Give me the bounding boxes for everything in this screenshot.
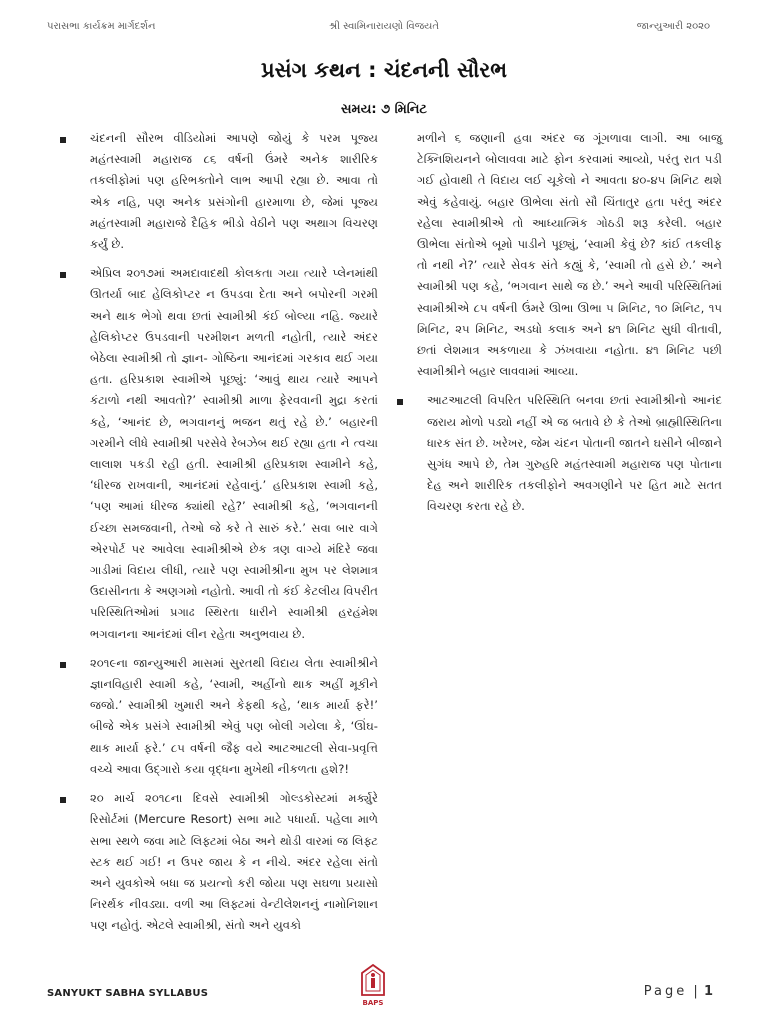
paragraph-text: મળીને ૬ જણાની હવા અંદર જ ગૂંગળાવા લાગી. આ બાજુ ટેક્નિશિયનને બોલાવવા માટે ફોન કરવામાં આવ્યો, પરંતુ રાત પડી ગઈ હોવાથી તે વિદાય લઈ ચૂકેલો ને આવતા ૪૦-૪૫ મિનિટ થશે એવું કહેવાયું. બહાર ઊભેલા સંતો સૌ ચિંતાતુર હતા પરંતુ અંદર રહેલા સ્વામીશ્રીએ તો આધ્યાત્મિક ગોઠડી શરૂ કરેલી. બહાર ઊભેલા સંતોએ બૂમો પાડીને પૂછ્યું, ‘સ્વામી કેવું છે? કાંઈ તકલીફ તો નથી ને?’ ત્યારે સેવક સંતે કહ્યું કે, ‘સ્વામી તો હસે છે.’ અને સ્વામીશ્રી પણ કહે, ‘ભગવાન સાથે જ છે.’ અને આવી પરિસ્થિતિમાં સ્વામીશ્રીએ ૮૫ વર્ષની ઉંમરે ઊભા ઊભા ૫ મિનિટ, ૧૦ મિનિટ, ૧૫ મિનિટ, ૨૫ મિનિટ, અડધો કલાક અને ૪૧ મિનિટ સુધી વીતાવી, છતાં લેશમાત્ર અકળાયા કે ઝંખવાયા નહોતા. ૪૧ મિનિટ પછી સ્વામીશ્રીને બહાર લાવવામાં આવ્યા. bbox=[417, 131, 722, 379]
paragraph-text: ૨૦૧૯ના જાન્યુઆરી માસમાં સુરતથી વિદાય લેતા સ્વામીશ્રીને જ્ઞાનવિહારી સ્વામી કહે, ‘સ્વામી, અહીંનો થાક અહીં મૂકીને જજો.’ સ્વામીશ્રી ખુમારી અને કેફથી કહે, ‘થાક માર્યા ફરે!’ બીજે એક પ્રસંગે સ્વામીશ્રી એવું પણ બોલી ગયેલા કે, ‘ઊંઘ-થાક માર્યા ફરે.’ ૮૫ વર્ષની જૈફ વયે આટઆટલી સેવા-પ્રવૃત્તિ વચ્ચે આવા ઉદ્‍ગારો કયા વૃદ્ધના મુખેથી નીકળતા હશે?! bbox=[90, 655, 378, 776]
continued-paragraph bbox=[397, 128, 722, 382]
page-separator: | bbox=[693, 984, 698, 999]
header-invocation: શ્રી સ્વામિનારાયણો વિજયતે bbox=[328, 21, 440, 32]
paragraph-text: એપ્રિલ ૨૦૧૭માં અમદાવાદથી કોલકતા ગયા ત્યારે પ્લેનમાંથી ઊતર્યા બાદ હેલિકોપ્ટર ન ઉપડવા દેતા અને બપોરની ગરમી અને થાક ભેગો થવા છતાં સ્વામીશ્રી કંઈ બોલ્યા નહિ. જ્યારે હેલિકોપ્ટર ઉપડવાની પરમીશન મળતી નહોતી, ત્યારે અંદર બેઠેલા સ્વામીશ્રી તો જ્ઞાન- ગોષ્ઠિના આનંદમાં ગરકાવ થઈ ગયા હતા. હરિપ્રકાશ સ્વામીએ પૂછ્યું: ‘આવું થાય ત્યારે આપને કંટાળો નથી આવતો?’ સ્વામીશ્રી માળા ફેરવવાની મુદ્રા કરતાં કહે, ‘આનંદ છે, ભગવાનનું ભજન થતું રહે છે.’ બહારની ગરમીને લીધે સ્વામીશ્રી પરસેવે રેબઝેબ થઈ રહ્યા હતા ને ત્વચા લાલાશ પકડી રહી હતી. સ્વામીશ્રી હરિપ્રકાશ સ્વામીને કહે, ‘ધીરજ રાખવાની, આનંદમાં રહેવાનું.’ હરિપ્રકાશ સ્વામી કહે, ‘પણ આમાં ધીરજ ક્યાંથી રહે?’ સ્વામીશ્રી કહે, ‘ભગવાનની ઈચ્છા સમજવાની, તેઓ જે કરે તે સારું કરે.’ સવા બાર વાગે એરપોર્ટ પર આવેલા સ્વામીશ્રીએ છેક ત્રણ વાગ્યે મંદિરે જવા ગાડીમાં વિદાય લીધી, ત્યારે પણ સ્વામીશ્રીના મુખ પર લેશમાત્ર ઉદાસીનતા કે અણગમો નહોતો. આવી તો કંઈ કેટલીય વિપરીત પરિસ્થિતિઓમાં પ્રગાઢ સ્થિરતા ધારીને સ્વામીશ્રી હરહંમેશ ભગવાનના આનંદમાં લીન રહેતા અનુભવાય છે. bbox=[90, 266, 378, 641]
page-title: પ્રસંગ કથન : ચંદનની સૌરભ bbox=[260, 58, 508, 82]
page-number: 1 bbox=[703, 984, 713, 999]
header-date: જાન્યુઆરી ૨૦૨૦ bbox=[636, 21, 710, 32]
page-label: Page bbox=[643, 984, 688, 999]
bullet-paragraph bbox=[60, 128, 378, 255]
bullet-paragraph bbox=[60, 788, 378, 936]
page-indicator bbox=[644, 984, 713, 999]
footer-syllabus-label: SANYUKT SABHA SYLLABUS bbox=[47, 988, 209, 999]
duration-subtitle: સમય: ૭ મિનિટ bbox=[341, 102, 427, 117]
bullet-paragraph bbox=[60, 263, 378, 645]
paragraph-text: ૨૦ માર્ચ ૨૦૧૮ના દિવસે સ્વામીશ્રી ગોલ્ડકોસ્ટમાં મર્ક્યુરે રિસોર્ટમાં (Mercure Resort) સભા માટે પધાર્યા. પહેલા માળે સભા સ્થળે જવા માટે લિફ્ટમાં બેઠા અને થોડી વારમાં જ લિફ્ટ સ્ટક થઈ ગઈ! ન ઉપર જાય કે ન નીચે. અંદર રહેલા સંતો અને યુવકોએ બધા જ પ્રયત્નો કરી જોયા પણ સઘળા પ્રયાસો નિરર્થક નીવડ્યા. વળી આ લિફ્ટમાં વેન્ટીલેશનનું નામોનિશાન પણ નહોતું. એટલે સ્વામીશ્રી, સંતો અને યુવકો bbox=[90, 791, 378, 933]
bullet-icon bbox=[60, 797, 66, 803]
bullet-paragraph bbox=[397, 390, 722, 517]
paragraph-text: ચંદનની સૌરભ વીડિયોમાં આપણે જોયું કે પરમ પૂજ્ય મહંતસ્વામી મહારાજ ૮૬ વર્ષની ઉંમરે અનેક શારીરિક તકલીફોમાં પણ હરિભક્તોને લાભ આપી રહ્યા છે. આવા તો એક નહિ, પણ અનેક પ્રસંગોની હારમાળા છે, જેમાં પૂજ્ય મહંતસ્વામી મહારાજે દૈહિક ભીડો વેઠીને પણ અથાગ વિચરણ કર્યું છે. bbox=[90, 131, 378, 252]
logo-text: BAPS bbox=[362, 999, 384, 1007]
bullet-icon bbox=[60, 272, 66, 278]
bullet-icon bbox=[397, 399, 403, 405]
baps-logo-icon bbox=[360, 964, 386, 1008]
paragraph-text: આટઆટલી વિપરિત પરિસ્થિતિ બનવા છતાં સ્વામીશ્રીનો આનંદ જરાય મોળો પડ્યો નહીં એ જ બતાવે છે કે તેઓ બ્રાહ્મીસ્થિતિના ધારક સંત છે. ખરેખર, જેમ ચંદન પોતાની જાતને ઘસીને બીજાને સુગંધ આપે છે, તેમ ગુરુહરિ મહંતસ્વામી મહારાજ પણ પોતાના દેહ અને શારીરિક તકલીફોને અવગણીને પર હિત માટે સતત વિચરણ કરતા રહે છે. bbox=[427, 393, 722, 514]
header-program-label: પરાસભા કાર્યક્રમ માર્ગદર્શન bbox=[47, 21, 156, 32]
right-column bbox=[397, 128, 722, 526]
left-column bbox=[60, 128, 378, 945]
bullet-icon bbox=[60, 662, 66, 668]
bullet-icon bbox=[60, 137, 66, 143]
bullet-paragraph bbox=[60, 653, 378, 780]
